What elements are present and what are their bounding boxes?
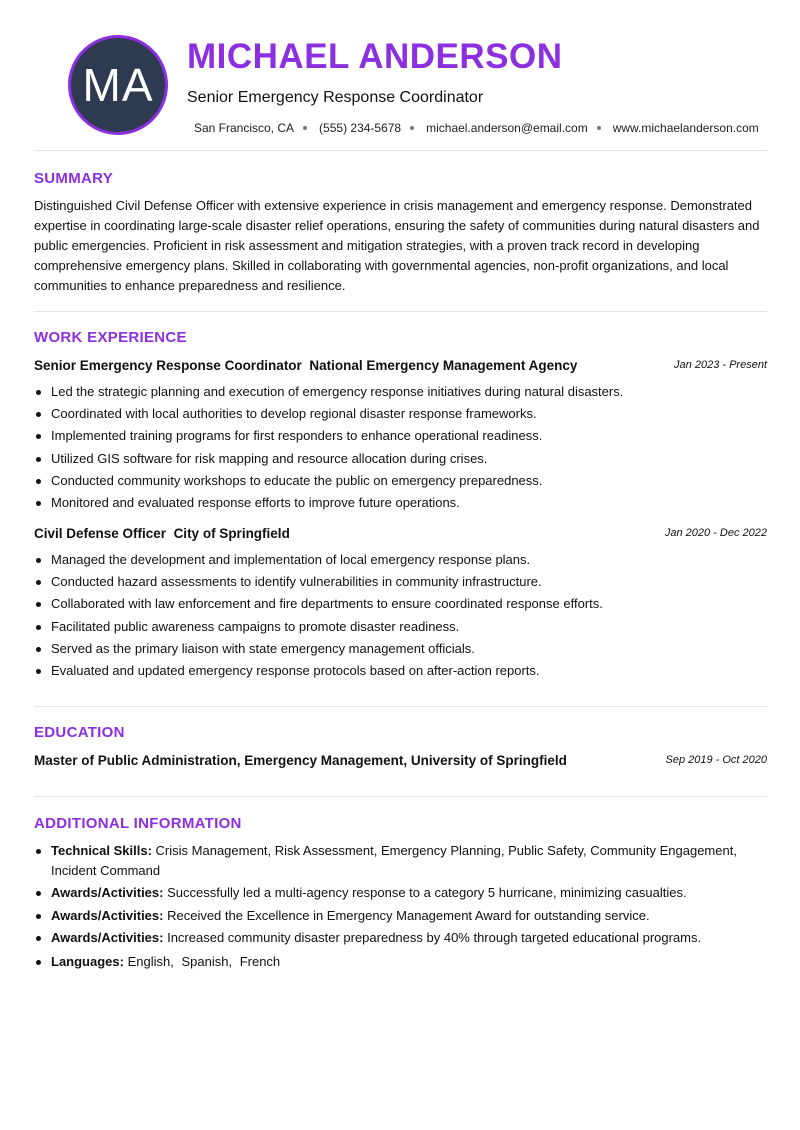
list-item: Collaborated with law enforcement and fire departments to ensure coordinated response efforts. bbox=[34, 593, 767, 615]
summary-text: Distinguished Civil Defense Officer with extensive experience in crisis management and emergency response. Demonstrated expertise in coordinating large-scale disaster relief operations, ensuring the safety of communities during natural disasters and public emergencies. Proficient in risk assessment and mitigation strategies, with a proven track record in developing comprehensive emergency plans. Skilled in collaborating with governmental agencies, non-profit organizations, and local communities to enhance preparedness and resilience. bbox=[34, 198, 760, 293]
experience-heading: WORK EXPERIENCE bbox=[34, 329, 187, 346]
list-item bbox=[34, 841, 767, 881]
resume-header bbox=[34, 0, 767, 150]
candidate-name: MICHAEL ANDERSON bbox=[187, 37, 563, 76]
contact-line bbox=[194, 121, 759, 135]
job-bullets bbox=[34, 549, 767, 682]
section-divider bbox=[34, 706, 767, 707]
contact-email[interactable]: michael.anderson@email.com bbox=[426, 121, 588, 135]
job-title: Civil Defense Officer bbox=[34, 526, 167, 541]
list-item: Implemented training programs for first responders to enhance operational readiness. bbox=[34, 425, 767, 447]
contact-website[interactable]: www.michaelanderson.com bbox=[612, 121, 759, 135]
job-header bbox=[34, 526, 767, 541]
separator-dot bbox=[410, 126, 414, 130]
language: French bbox=[239, 953, 281, 969]
education-entry bbox=[34, 753, 767, 768]
item-label: Technical Skills: bbox=[51, 843, 152, 858]
candidate-title: Senior Emergency Response Coordinator bbox=[187, 89, 484, 106]
section-divider bbox=[34, 796, 767, 797]
list-item bbox=[34, 952, 767, 972]
list-item: Conducted community workshops to educate the public on emergency preparedness. bbox=[34, 470, 767, 492]
contact-phone: (555) 234-5678 bbox=[319, 121, 402, 135]
item-text: Crisis Management, Risk Assessment, Emergency Planning, Public Safety, Community Engagement, Incident Command bbox=[51, 843, 737, 878]
item-text: Increased community disaster preparedness by 40% through targeted educational programs. bbox=[167, 929, 702, 945]
list-item bbox=[34, 883, 767, 903]
list-item: Coordinated with local authorities to develop regional disaster response frameworks. bbox=[34, 403, 767, 425]
list-item: Monitored and evaluated response efforts to improve future operations. bbox=[34, 492, 767, 514]
list-item: Served as the primary liaison with state emergency management officials. bbox=[34, 638, 767, 660]
job-company: National Emergency Management Agency bbox=[309, 358, 578, 373]
section-divider bbox=[34, 311, 767, 312]
additional-heading: ADDITIONAL INFORMATION bbox=[34, 815, 242, 832]
language: Spanish, bbox=[181, 953, 233, 969]
list-item bbox=[34, 928, 767, 948]
job-company: City of Springfield bbox=[173, 526, 290, 541]
summary-heading: SUMMARY bbox=[34, 170, 114, 187]
avatar-initials: MA bbox=[82, 59, 154, 111]
list-item: Utilized GIS software for risk mapping and resource allocation during crises. bbox=[34, 448, 767, 470]
list-item: Evaluated and updated emergency response protocols based on after-action reports. bbox=[34, 660, 767, 682]
job-title: Senior Emergency Response Coordinator bbox=[34, 358, 302, 373]
item-label: Awards/Activities: bbox=[51, 907, 164, 923]
item-text: Received the Excellence in Emergency Management Award for outstanding service. bbox=[167, 907, 650, 923]
job-header bbox=[34, 358, 767, 373]
avatar bbox=[68, 35, 168, 135]
item-label: Awards/Activities: bbox=[51, 929, 164, 945]
language: English, bbox=[127, 953, 174, 969]
item-label: Languages: bbox=[51, 953, 124, 969]
list-item: Conducted hazard assessments to identify vulnerabilities in community infrastructure. bbox=[34, 571, 767, 593]
job-bullets bbox=[34, 381, 767, 514]
list-item: Managed the development and implementation of local emergency response plans. bbox=[34, 549, 767, 571]
contact-location: San Francisco, CA bbox=[194, 121, 295, 135]
additional-list bbox=[34, 841, 767, 974]
item-label: Awards/Activities: bbox=[51, 885, 164, 901]
list-item: Facilitated public awareness campaigns to promote disaster readiness. bbox=[34, 616, 767, 638]
education-degree: Master of Public Administration, Emergency Management, University of Springfield bbox=[34, 753, 567, 768]
list-item bbox=[34, 906, 767, 926]
separator-dot bbox=[597, 126, 601, 130]
section-divider bbox=[34, 150, 767, 151]
separator-dot bbox=[303, 126, 307, 130]
education-heading: EDUCATION bbox=[34, 724, 125, 741]
job-dates: Jan 2020 - Dec 2022 bbox=[664, 527, 767, 539]
job-dates: Jan 2023 - Present bbox=[674, 359, 767, 371]
education-dates: Sep 2019 - Oct 2020 bbox=[665, 754, 767, 766]
list-item: Led the strategic planning and execution of emergency response initiatives during natural disasters. bbox=[34, 381, 767, 403]
item-text: Successfully led a multi-agency response to a category 5 hurricane, minimizing casualties. bbox=[167, 885, 687, 901]
